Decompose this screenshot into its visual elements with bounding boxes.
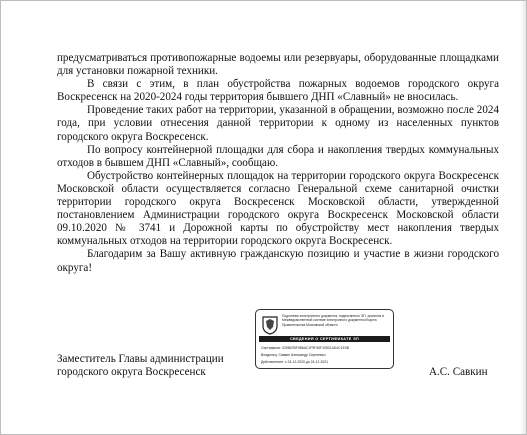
signatory-position bbox=[57, 353, 224, 380]
position-line: Заместитель Главы администрации bbox=[57, 353, 224, 365]
position-line: городского округа Воскресенск bbox=[57, 366, 206, 379]
stamp-header: Подлинник электронного документа, подписанного ЭП, хранится в Межведомственной системе электронного документооборота Правительства Московской области bbox=[282, 314, 385, 327]
paragraph: Благодарим за Вашу активную гражданскую позицию и участие в жизни городского округа! bbox=[57, 248, 499, 274]
stamp-details bbox=[261, 345, 391, 366]
paragraph: По вопросу контейнерной площадки для сбора и накопления твердых коммунальных отходов в бывшем ДНП «Славный», сообщаю. bbox=[57, 143, 499, 169]
certificate-owner: Владелец: Савкин Александр Сергеевич bbox=[261, 353, 326, 357]
paragraph: предусматриваться противопожарные водоемы или резервуары, оборудованные площадками для установки пожарной техники. bbox=[57, 52, 499, 78]
paragraph: В связи с этим, в план обустройства пожарных водоемов городского округа Воскресенск на 2020-2024 годы территория бывшего ДНП «Славный» не вносилась. bbox=[57, 78, 499, 104]
electronic-signature-stamp bbox=[255, 309, 394, 369]
certificate-validity: Действителен: с 24-12-2020 до 24-12-2021 bbox=[261, 360, 329, 364]
signatory-name: А.С. Савкин bbox=[429, 366, 488, 378]
letter-body bbox=[57, 52, 499, 275]
certificate-number: Сертификат: 029867BF0B6AC1F9F40F10521AD4C1E0B bbox=[261, 346, 349, 350]
coat-of-arms-icon bbox=[261, 315, 279, 335]
paragraph: Обустройство контейнерных площадок на территории городского округа Воскресенск Московской области осуществляется согласно Генеральной схеме санитарной очистки территории городского округа Воскресенск Московской области, утвержденной постановлением Администрации городского округа Воскресенск Московской области 09.10.2020 № 3741 и Дорожной карты по обустройству мест накопления твердых коммунальных отходов на территории городского округа Воскресенск. bbox=[57, 169, 499, 248]
page-edge-shadow bbox=[520, 1, 526, 435]
paragraph: Проведение таких работ на территории, указанной в обращении, возможно после 2024 года, при условии отнесения данной территории к одному из населенных пунктов городского округа Воскресенск. bbox=[57, 104, 499, 143]
stamp-title: СВЕДЕНИЯ О СЕРТИФИКАТЕ ЭП bbox=[259, 336, 390, 342]
